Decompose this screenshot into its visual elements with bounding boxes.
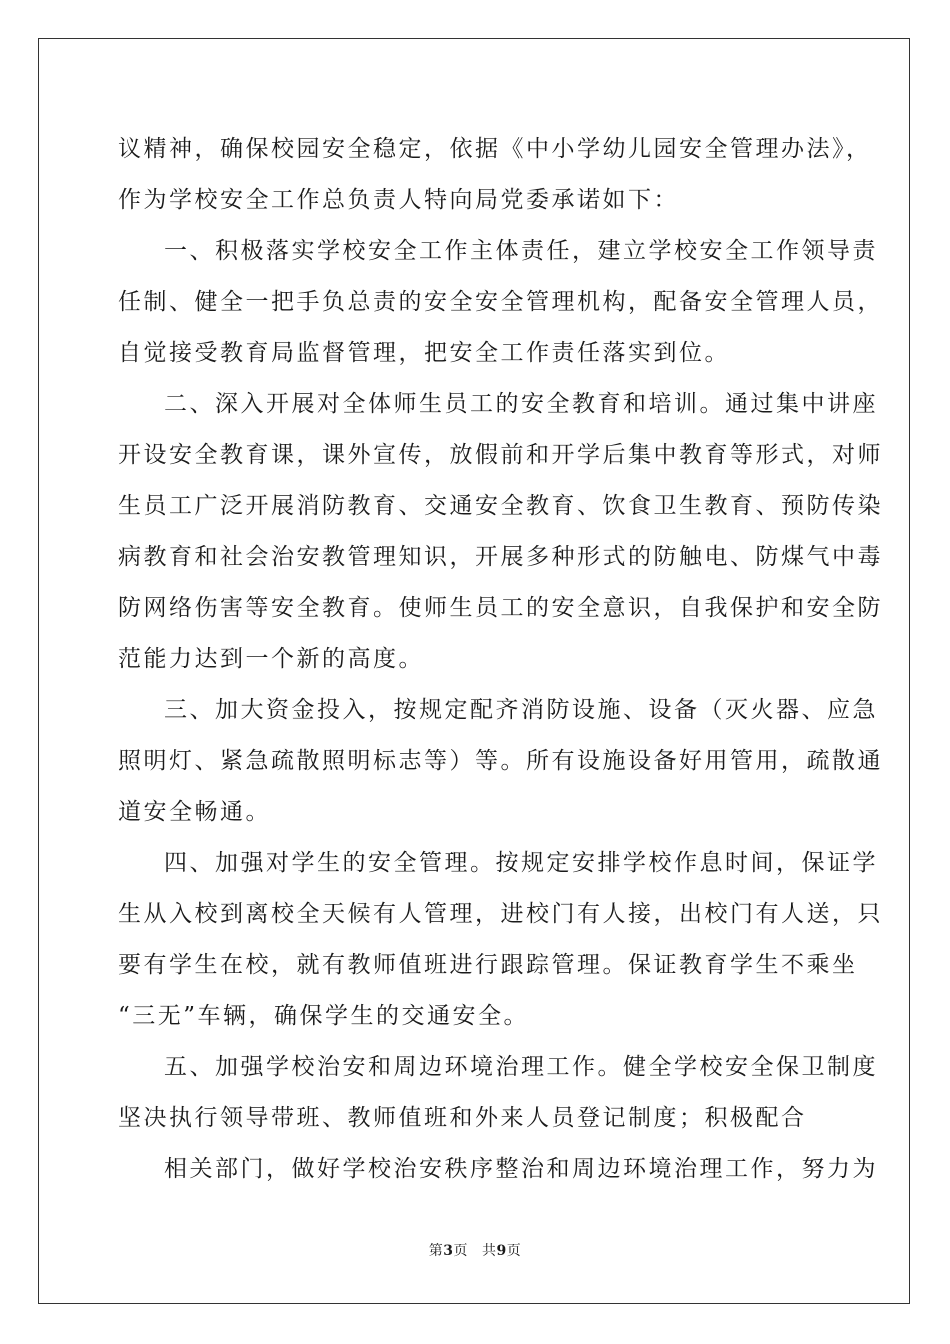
paragraph-4-start: 四、加强对学生的安全管理。按规定安排学校作息时间，保证学 xyxy=(164,850,878,876)
total-prefix: 共 xyxy=(482,1243,497,1259)
text-line: 要有学生在校，就有教师值班进行跟踪管理。保证教育学生不乘坐 xyxy=(118,952,858,978)
total-pages: 9 xyxy=(496,1243,507,1259)
text-line: 照明灯、紧急疏散照明标志等）等。所有设施设备好用管用，疏散通 xyxy=(118,748,883,774)
text-line: 生从入校到离校全天候有人管理，进校门有人接，出校门有人送，只 xyxy=(118,901,883,927)
text-line: 范能力达到一个新的高度。 xyxy=(118,646,424,672)
text-line: 开设安全教育课，课外宣传，放假前和开学后集中教育等形式，对师 xyxy=(118,442,883,468)
text-line: 任制、健全一把手负总责的安全安全管理机构，配备安全管理人员， xyxy=(118,289,883,315)
text-line: 坚决执行领导带班、教师值班和外来人员登记制度；积极配合 xyxy=(118,1105,807,1131)
paragraph-6-start: 相关部门，做好学校治安秩序整治和周边环境治理工作，努力为 xyxy=(164,1156,878,1182)
page-prefix: 第 xyxy=(428,1243,444,1259)
text-line: 生员工广泛开展消防教育、交通安全教育、饮食卫生教育、预防传染 xyxy=(118,493,883,519)
page-suffix: 页 xyxy=(453,1243,468,1259)
text-line: 自觉接受教育局监督管理，把安全工作责任落实到位。 xyxy=(118,340,730,366)
paragraph-5-start: 五、加强学校治安和周边环境治理工作。健全学校安全保卫制度 xyxy=(164,1054,878,1080)
text-line: 病教育和社会治安教管理知识，开展多种形式的防触电、防煤气中毒 xyxy=(118,544,883,570)
text-line: 防网络伤害等安全教育。使师生员工的安全意识，自我保护和安全防 xyxy=(118,595,883,621)
page-number: 3 xyxy=(443,1243,454,1259)
text-line: 议精神，确保校园安全稳定，依据《中小学幼儿园安全管理办法》， xyxy=(118,136,872,162)
paragraph-1-start: 一、积极落实学校安全工作主体责任，建立学校安全工作领导责 xyxy=(164,238,878,264)
document-body xyxy=(118,124,883,1195)
page-footer xyxy=(0,1240,950,1260)
text-line: “三无”车辆，确保学生的交通安全。 xyxy=(118,1003,530,1029)
total-suffix: 页 xyxy=(506,1243,522,1259)
text-line: 道安全畅通。 xyxy=(118,799,271,825)
paragraph-2-start: 二、深入开展对全体师生员工的安全教育和培训。通过集中讲座 xyxy=(164,391,878,417)
paragraph-3-start: 三、加大资金投入，按规定配齐消防设施、设备（灭火器、应急 xyxy=(164,697,878,723)
text-line: 作为学校安全工作总负责人特向局党委承诺如下： xyxy=(118,187,679,213)
